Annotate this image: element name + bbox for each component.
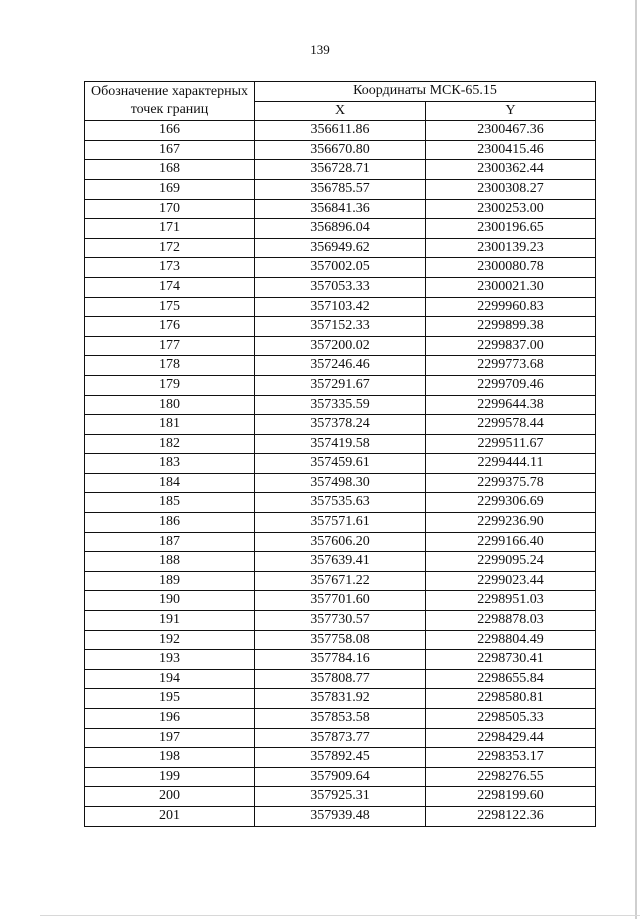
point-cell: 176 [85,317,255,337]
point-cell: 190 [85,591,255,611]
point-cell: 185 [85,493,255,513]
x-cell: 357378.24 [255,415,426,435]
x-cell: 357671.22 [255,571,426,591]
y-cell: 2298276.55 [426,767,596,787]
x-cell: 357925.31 [255,787,426,807]
y-cell: 2300253.00 [426,199,596,219]
page-number: 139 [310,42,330,57]
table-row [85,121,596,141]
table-row [85,513,596,533]
table-row [85,317,596,337]
header-y: Y [426,101,596,121]
table-row [85,630,596,650]
y-cell: 2300139.23 [426,238,596,258]
table-row [85,454,596,474]
point-cell: 200 [85,787,255,807]
y-cell: 2299306.69 [426,493,596,513]
x-cell: 357535.63 [255,493,426,513]
y-cell: 2299644.38 [426,395,596,415]
y-cell: 2299375.78 [426,473,596,493]
table-row [85,258,596,278]
x-cell: 356728.71 [255,160,426,180]
y-cell: 2299023.44 [426,571,596,591]
point-cell: 201 [85,806,255,826]
table-row [85,689,596,709]
y-cell: 2299773.68 [426,356,596,376]
y-cell: 2298730.41 [426,650,596,670]
x-cell: 357200.02 [255,336,426,356]
y-cell: 2300308.27 [426,179,596,199]
y-cell: 2300362.44 [426,160,596,180]
table-row [85,552,596,572]
y-cell: 2300080.78 [426,258,596,278]
x-cell: 356785.57 [255,179,426,199]
x-cell: 357892.45 [255,748,426,768]
point-cell: 189 [85,571,255,591]
y-cell: 2298429.44 [426,728,596,748]
point-cell: 170 [85,199,255,219]
y-cell: 2300196.65 [426,219,596,239]
y-cell: 2300415.46 [426,140,596,160]
y-cell: 2298505.33 [426,709,596,729]
table-row [85,336,596,356]
point-cell: 181 [85,415,255,435]
y-cell: 2298878.03 [426,611,596,631]
x-cell: 356896.04 [255,219,426,239]
point-cell: 184 [85,473,255,493]
table-row [85,532,596,552]
y-cell: 2299899.38 [426,317,596,337]
y-cell: 2298804.49 [426,630,596,650]
point-cell: 186 [85,513,255,533]
x-cell: 357246.46 [255,356,426,376]
point-cell: 194 [85,669,255,689]
point-cell: 173 [85,258,255,278]
point-cell: 187 [85,532,255,552]
table-row [85,199,596,219]
point-cell: 169 [85,179,255,199]
x-cell: 357701.60 [255,591,426,611]
y-cell: 2300021.30 [426,277,596,297]
table-row [85,219,596,239]
y-cell: 2299837.00 [426,336,596,356]
table-row [85,728,596,748]
header-point-label: Обозначение характерных точек границ [85,82,255,121]
x-cell: 357419.58 [255,434,426,454]
x-cell: 357571.61 [255,513,426,533]
table-row [85,434,596,454]
y-cell: 2299166.40 [426,532,596,552]
table-row [85,806,596,826]
x-cell: 357939.48 [255,806,426,826]
x-cell: 357335.59 [255,395,426,415]
point-cell: 178 [85,356,255,376]
y-cell: 2299095.24 [426,552,596,572]
point-cell: 171 [85,219,255,239]
x-cell: 357606.20 [255,532,426,552]
coordinates-table [84,81,596,827]
x-cell: 357103.42 [255,297,426,317]
x-cell: 357002.05 [255,258,426,278]
x-cell: 356841.36 [255,199,426,219]
x-cell: 357730.57 [255,611,426,631]
table-row [85,179,596,199]
table-row [85,160,596,180]
point-cell: 174 [85,277,255,297]
point-cell: 166 [85,121,255,141]
y-cell: 2298199.60 [426,787,596,807]
point-cell: 196 [85,709,255,729]
table-row [85,140,596,160]
point-cell: 192 [85,630,255,650]
x-cell: 357053.33 [255,277,426,297]
x-cell: 356670.80 [255,140,426,160]
x-cell: 356949.62 [255,238,426,258]
point-cell: 175 [85,297,255,317]
x-cell: 357498.30 [255,473,426,493]
x-cell: 357758.08 [255,630,426,650]
table-row [85,395,596,415]
y-cell: 2300467.36 [426,121,596,141]
table-body [85,121,596,826]
point-cell: 168 [85,160,255,180]
header-x: X [255,101,426,121]
x-cell: 357808.77 [255,669,426,689]
y-cell: 2298951.03 [426,591,596,611]
x-cell: 357873.77 [255,728,426,748]
x-cell: 357639.41 [255,552,426,572]
scan-edge-bottom [40,915,640,916]
y-cell: 2298655.84 [426,669,596,689]
x-cell: 357784.16 [255,650,426,670]
scan-edge-right [635,0,637,919]
y-cell: 2299236.90 [426,513,596,533]
table-row [85,787,596,807]
y-cell: 2299709.46 [426,375,596,395]
x-cell: 357909.64 [255,767,426,787]
point-cell: 182 [85,434,255,454]
point-cell: 180 [85,395,255,415]
table-row [85,415,596,435]
point-cell: 167 [85,140,255,160]
table-row [85,493,596,513]
header-coordinate-system: Координаты МСК-65.15 [255,82,596,102]
x-cell: 357853.58 [255,709,426,729]
table-row [85,571,596,591]
point-cell: 198 [85,748,255,768]
y-cell: 2298353.17 [426,748,596,768]
point-cell: 177 [85,336,255,356]
point-cell: 193 [85,650,255,670]
table-row [85,356,596,376]
y-cell: 2299444.11 [426,454,596,474]
x-cell: 357291.67 [255,375,426,395]
table-row [85,709,596,729]
table-row [85,238,596,258]
table-header [85,82,596,121]
table-row [85,297,596,317]
y-cell: 2299578.44 [426,415,596,435]
y-cell: 2299511.67 [426,434,596,454]
point-cell: 183 [85,454,255,474]
x-cell: 357152.33 [255,317,426,337]
table-row [85,767,596,787]
point-cell: 188 [85,552,255,572]
table-row [85,375,596,395]
y-cell: 2298580.81 [426,689,596,709]
table-row [85,277,596,297]
point-cell: 179 [85,375,255,395]
point-cell: 199 [85,767,255,787]
table-row [85,650,596,670]
table-row [85,748,596,768]
table-row [85,591,596,611]
point-cell: 197 [85,728,255,748]
table-row [85,473,596,493]
point-cell: 172 [85,238,255,258]
point-cell: 191 [85,611,255,631]
y-cell: 2299960.83 [426,297,596,317]
x-cell: 357831.92 [255,689,426,709]
table-row [85,611,596,631]
table-row [85,669,596,689]
x-cell: 356611.86 [255,121,426,141]
y-cell: 2298122.36 [426,806,596,826]
point-cell: 195 [85,689,255,709]
x-cell: 357459.61 [255,454,426,474]
